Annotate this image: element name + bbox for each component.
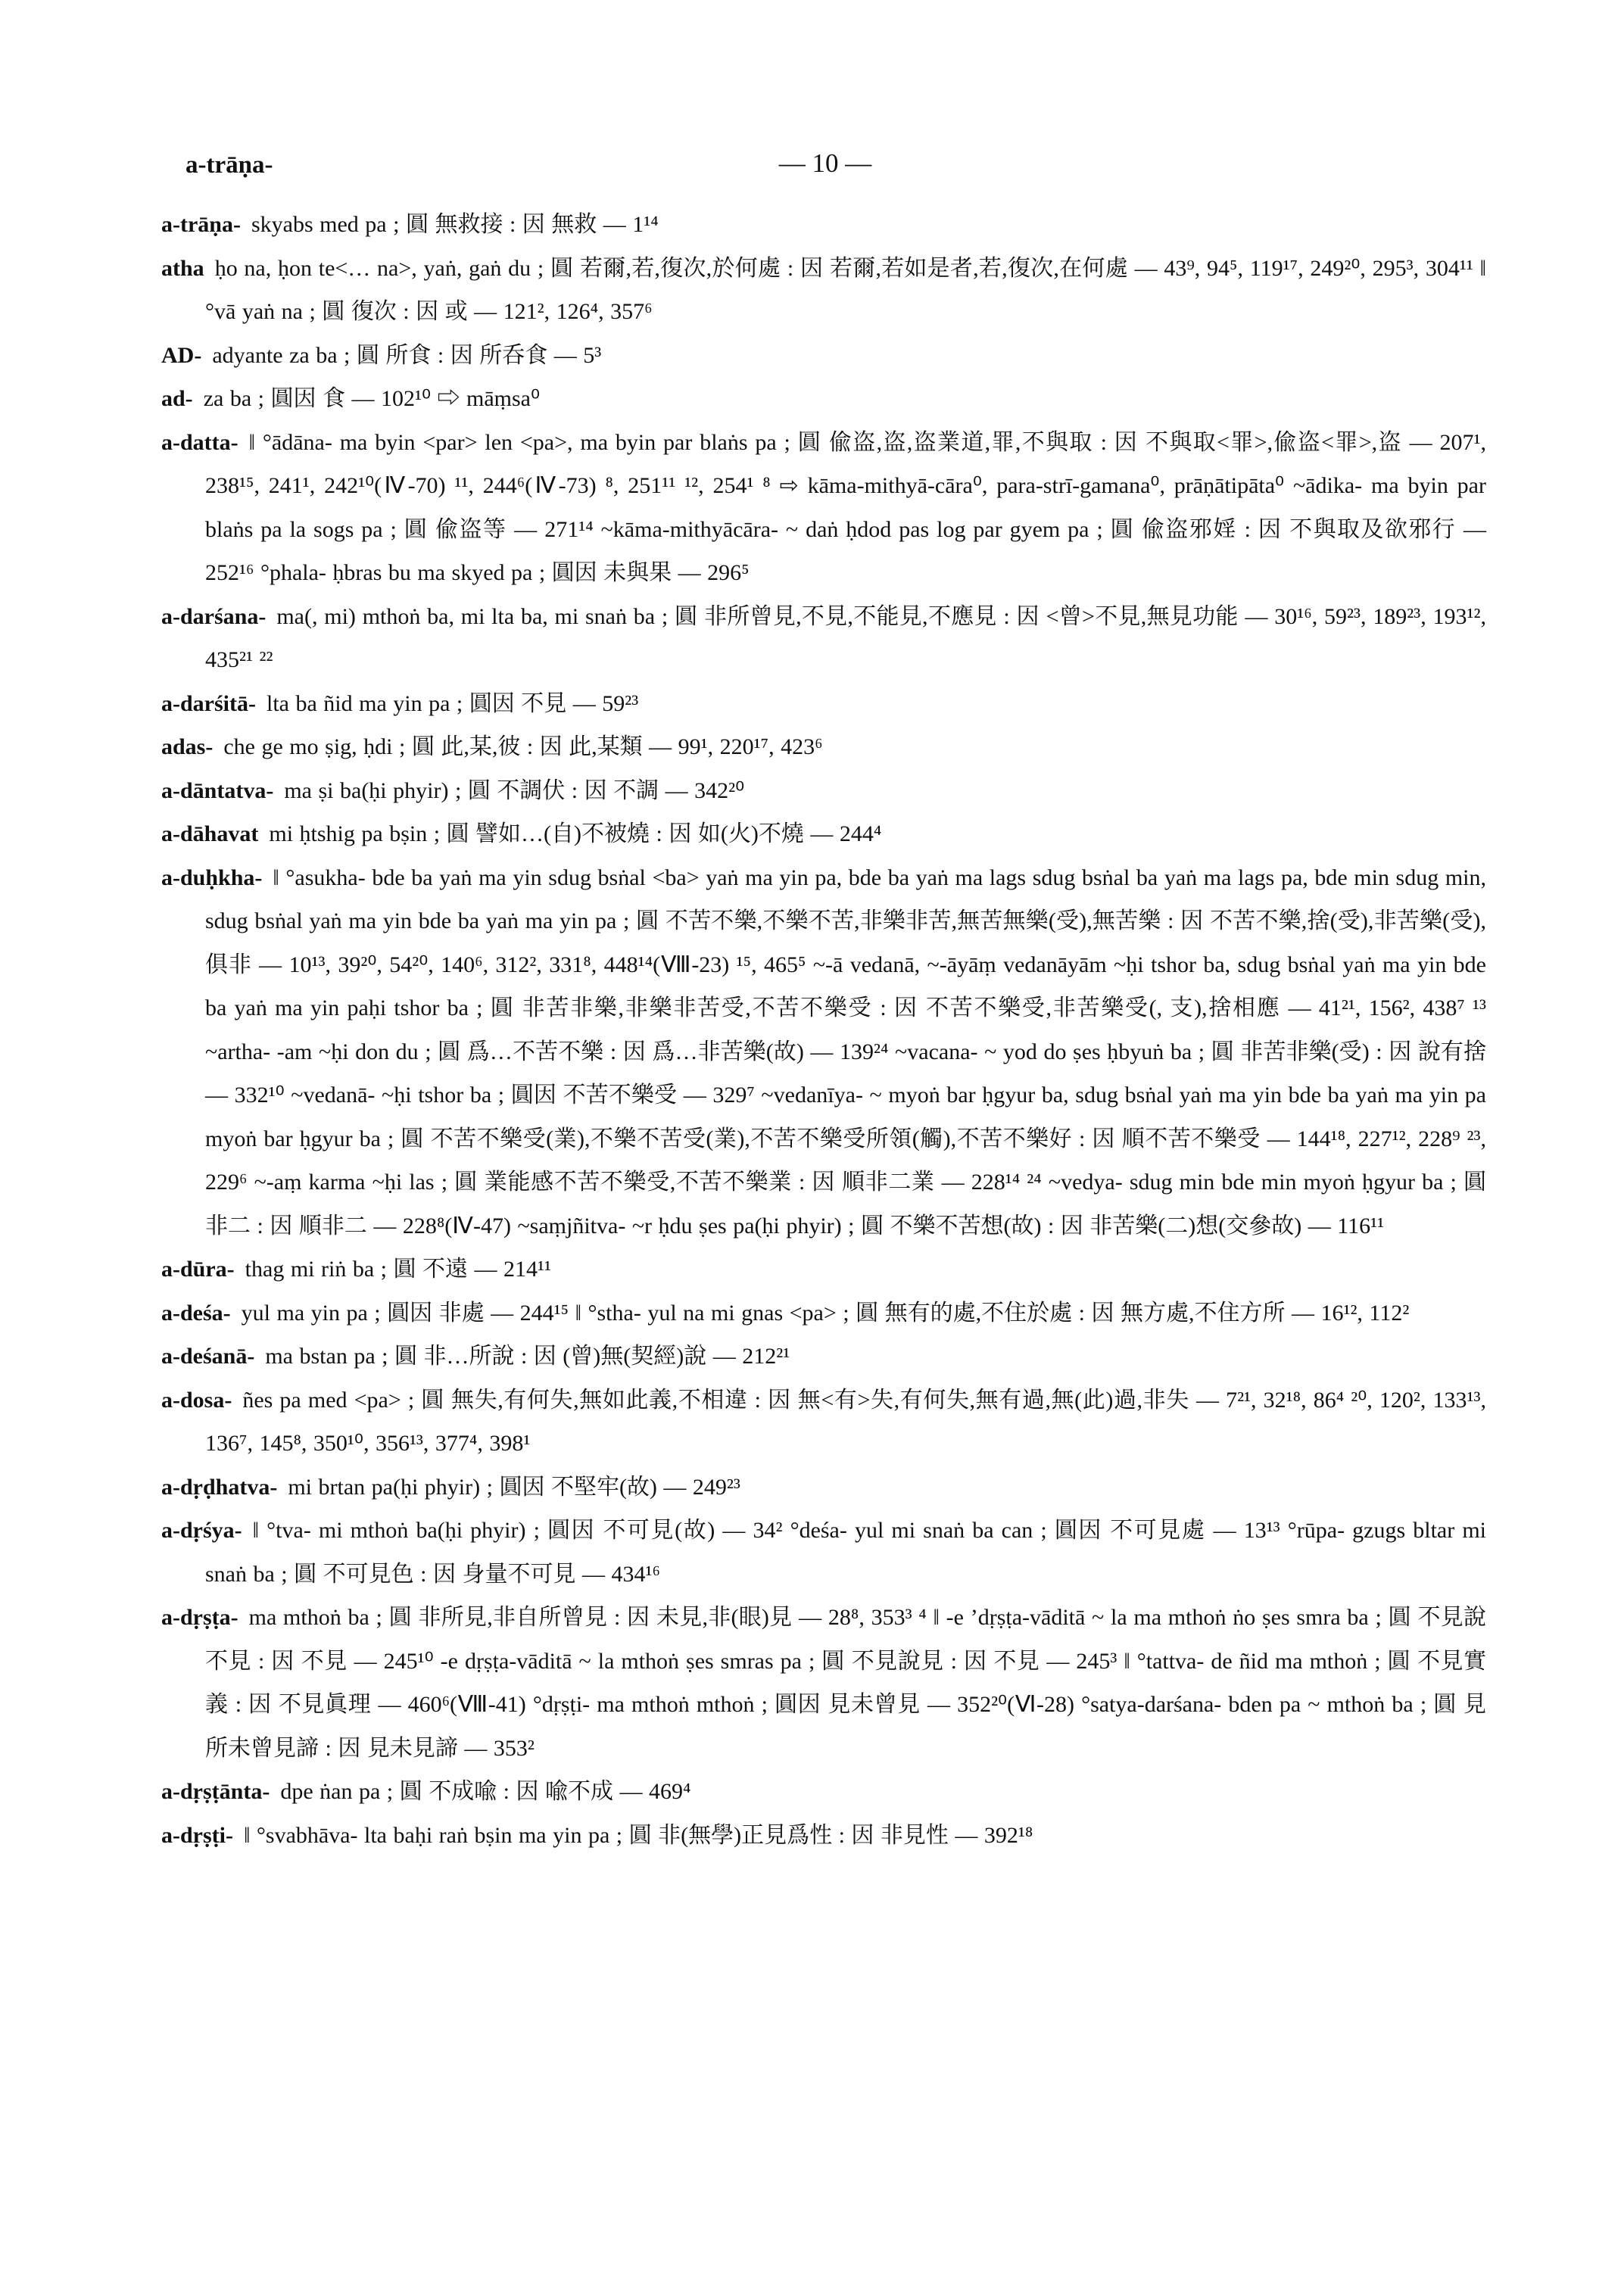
entry-body: che ge mo ṣig, ḥdi ; 圓 此,某,彼 : 因 此,某類 — 99¹, 220¹⁷, 423⁶ [223,734,823,759]
entry-body: yul ma yin pa ; 圓因 非處 — 244¹⁵ ‖ °stha- yul na mi gnas <pa> ; 圓 無有的處,不住於處 : 因 無方處,不住方所 — 16¹², 112² [241,1300,1410,1326]
entry [161,769,1486,813]
entry [161,1814,1486,1858]
entry-headword: a-deśanā- [161,1344,255,1369]
entry [161,1509,1486,1596]
entry [161,1466,1486,1509]
entry [161,595,1486,682]
entry-body: ma bstan pa ; 圓 非…所說 : 因 (曾)無(契經)說 — 212²¹ [265,1344,790,1369]
entry-body: mi brtan pa(ḥi phyir) ; 圓因 不堅牢(故) — 249²³ [288,1474,740,1500]
entry [161,1291,1486,1335]
entry [161,725,1486,769]
entry-body: mi ḥtshig pa bṣin ; 圓 譬如…(自)不被燒 : 因 如(火)不燒 — 244⁴ [269,821,882,846]
entry [161,421,1486,595]
entry-body: ‖ °ādāna- ma byin <par> len <pa>, ma byin par blaṅs pa ; 圓 偸盗,盗,盗業道,罪,不與取 : 因 不與取<罪>,偸盗<罪>,盗 — 207¹, 238¹⁵, 241¹, 242¹⁰(Ⅳ-70) ¹¹, 244⁶(Ⅳ-73) ⁸, 251¹¹ ¹², 254¹ ⁸ ⇨ kāma-mithyā-cāra⁰, para-strī-gamana⁰, prāṇātipāta⁰ ~ādika- ma byin par blaṅs pa la sogs pa ; 圓 偸盗等 — 271¹⁴ ~kāma-mithyācāra- ~ daṅ ḥdod pas log par gyem pa ; 圓 偸盗邪婬 : 因 不與取及欲邪行 — 252¹⁶ °phala- ḥbras bu ma skyed pa ; 圓因 未與果 — 296⁵ [205,429,1486,585]
entry [161,203,1486,247]
entry-headword: a-trāṇa- [161,212,241,237]
entry-body: lta ba ñid ma yin pa ; 圓因 不見 — 59²³ [266,690,639,716]
entry [161,1379,1486,1466]
entry-headword: AD- [161,342,202,368]
entry-body: ñes pa med <pa> ; 圓 無失,有何失,無如此義,不相違 : 因 無<有>失,有何失,無有過,無(此)過,非失 — 7²¹, 32¹⁸, 86⁴ ²⁰, 120², 133¹³, 136⁷, 145⁸, 350¹⁰, 356¹³, 377⁴, 398¹ [205,1387,1486,1456]
entry-body: ma mthoṅ ba ; 圓 非所見,非自所曾見 : 因 未見,非(眼)見 — 28⁸, 353³ ⁴ ‖ -e ’dṛṣṭa-vāditā ~ la ma mthoṅ ṅo ṣes smra ba ; 圓 不見說不見 : 因 不見 — 245¹⁰ -e dṛṣṭa-vāditā ~ la mthoṅ ṣes smras pa ; 圓 不見說見 : 因 不見 — 245³ ‖ °tattva- de ñid ma mthoṅ ; 圓 不見實義 : 因 不見眞理 — 460⁶(Ⅷ-41) °dṛṣṭi- ma mthoṅ mthoṅ ; 圓因 見未曾見 — 352²⁰(Ⅵ-28) °satya-darśana- bden pa ~ mthoṅ ba ; 圓 見所未曾見諦 : 因 見未見諦 — 353² [205,1605,1486,1761]
entry-headword: a-deśa- [161,1300,231,1326]
entry-headword: a-datta- [161,429,238,455]
entry-list [161,203,1486,1857]
entry [161,1335,1486,1379]
entry-body: adyante za ba ; 圓 所食 : 因 所呑食 — 5³ [212,342,602,368]
entry [161,247,1486,334]
entry-headword: a-darśitā- [161,690,256,716]
entry-body: ma ṣi ba(ḥi phyir) ; 圓 不調伏 : 因 不調 — 342²⁰ [284,777,745,803]
entry-headword: a-dṛṣṭa- [161,1605,238,1630]
entry [161,377,1486,421]
entry-body: thag mi riṅ ba ; 圓 不遠 — 214¹¹ [245,1257,551,1282]
entry-headword: adas- [161,734,214,759]
entry-body: dpe ṅan pa ; 圓 不成喩 : 因 喩不成 — 469⁴ [280,1779,691,1804]
running-head: a-trāṇa- [185,151,273,179]
entry [161,812,1486,856]
entry [161,1770,1486,1814]
entry-body: ‖ °tva- mi mthoṅ ba(ḥi phyir) ; 圓因 不可見(故) — 34² °deśa- yul mi snaṅ ba can ; 圓因 不可見處 — 13¹³ °rūpa- gzugs bltar mi snaṅ ba ; 圓 不可見色 : 因 身量不可見 — 434¹⁶ [205,1518,1486,1587]
entry-body: za ba ; 圓因 食 — 102¹⁰ ⇨ māṃsa⁰ [203,386,540,411]
entry-headword: a-dṛṣṭānta- [161,1779,270,1804]
entry-headword: a-dṛḍhatva- [161,1474,278,1500]
entry-body: ‖ °svabhāva- lta baḥi raṅ bṣin ma yin pa ; 圓 非(無學)正見爲性 : 因 非見性 — 392¹⁸ [243,1822,1033,1848]
entry-body: skyabs med pa ; 圓 無救接 : 因 無救 — 1¹⁴ [251,212,659,237]
entry-headword: atha [161,255,204,281]
entry [161,1248,1486,1291]
entry-headword: a-dāntatva- [161,777,274,803]
entry [161,682,1486,726]
entry-headword: a-dāhavat [161,821,259,846]
entry [161,1596,1486,1770]
entry [161,856,1486,1248]
entry [161,334,1486,378]
entry-body: ‖ °asukha- bde ba yaṅ ma yin sdug bsṅal <ba> yaṅ ma yin pa, bde ba yaṅ ma lags sdug bsṅal ba yaṅ ma lags pa, bde min sdug min, sdug bsṅal yaṅ ma yin bde ba yaṅ ma yin pa ; 圓 不苦不樂,不樂不苦,非樂非苦,無苦無樂(受),無苦樂 : 因 不苦不樂,捨(受),非苦樂(受),俱非 — 10¹³, 39²⁰, 54²⁰, 140⁶, 312², 331⁸, 448¹⁴(Ⅷ-23) ¹⁵, 465⁵ ~-ā vedanā, ~-āyāṃ vedanāyām ~ḥi tshor ba, sdug bsṅal yaṅ ma yin bde ba yaṅ ma yin paḥi tshor ba ; 圓 非苦非樂,非樂非苦受,不苦不樂受 : 因 不苦不樂受,非苦樂受(, 支),捨相應 — 41²¹, 156², 438⁷ ¹³ ~artha- -am ~ḥi don du ; 圓 爲…不苦不樂 : 因 爲…非苦樂(故) — 139²⁴ ~vacana- ~ yod do ṣes ḥbyuṅ ba ; 圓 非苦非樂(受) : 因 說有捨 — 332¹⁰ ~vedanā- ~ḥi tshor ba ; 圓因 不苦不樂受 — 329⁷ ~vedanīya- ~ myoṅ bar ḥgyur ba, sdug bsṅal yaṅ ma yin bde ba yaṅ ma yin pa myoṅ bar ḥgyur ba ; 圓 不苦不樂受(業),不樂不苦受(業),不苦不樂受所領(觸),不苦不樂好 : 因 順不苦不樂受 — 144¹⁸, 227¹², 228⁹ ²³, 229⁶ ~-aṃ karma ~ḥi las ; 圓 業能感不苦不樂受,不苦不樂業 : 因 順非二業 — 228¹⁴ ²⁴ ~vedya- sdug min bde min myoṅ ḥgyur ba ; 圓 非二 : 因 順非二 — 228⁸(Ⅳ-47) ~saṃjñitva- ~r ḥdu ṣes pa(ḥi phyir) ; 圓 不樂不苦想(故) : 因 非苦樂(二)想(交參故) — 116¹¹ [205,865,1486,1238]
entry-body: ma(, mi) mthoṅ ba, mi lta ba, mi snaṅ ba ; 圓 非所曾見,不見,不能見,不應見 : 因 <曾>不見,無見功能 — 30¹⁶, 59²³, 189²³, 193¹², 435²¹ ²² [205,603,1486,672]
entry-headword: a-darśana- [161,603,267,629]
entry-headword: a-dosa- [161,1387,232,1413]
entry-headword: a-duḥkha- [161,865,263,890]
entry-body: ḥo na, ḥon te<… na>, yaṅ, gaṅ du ; 圓 若爾,若,復次,於何處 : 因 若爾,若如是者,若,復次,在何處 — 43⁹, 94⁵, 119¹⁷, 249²⁰, 295³, 304¹¹ ‖ °vā yaṅ na ; 圓 復次 : 因 或 — 121², 126⁴, 357⁶ [205,255,1486,324]
entry-headword: a-dṛṣṭi- [161,1822,233,1848]
entry-headword: a-dṛśya- [161,1518,242,1543]
entry-headword: ad- [161,386,193,411]
entry-headword: a-dūra- [161,1257,235,1282]
page-number: — 10 — [778,148,872,178]
